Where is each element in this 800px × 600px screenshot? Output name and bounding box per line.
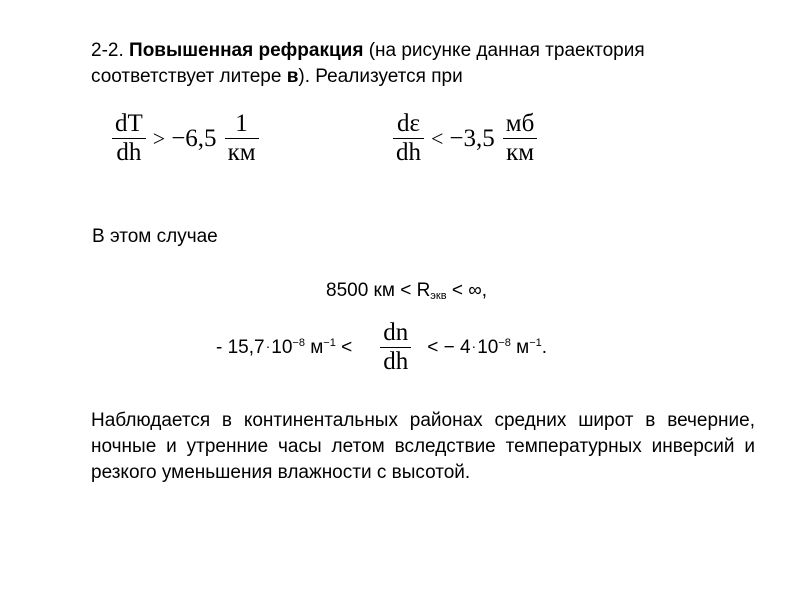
section-number: 2-2. [91,40,124,61]
intro-text: (на рисунке данная траектория соответствует литере [91,40,645,87]
trajectory-letter: в [286,66,299,87]
relation-sign: < [431,125,444,151]
formula-value: −6,5 [171,124,217,152]
unit-fraction: $\frac{мб}{км}$ [503,110,538,167]
observation-paragraph [55,408,755,486]
unit-fraction: $\frac{1}{км}$ [225,110,259,167]
temperature-gradient-formula [112,110,259,167]
dn-dh-fraction: $\frac{dn}{dh}$ [380,319,411,376]
section-title: Повышенная рефракция [129,40,364,61]
refractive-gradient-range: - $15,7\cdot 10^{-8}$ $м^{-1}$ < $\frac{dn}{dh}$ < − $4\cdot 10^{-8}$ $м^{-1}$. [216,319,548,376]
formula-value: −3,5 [449,124,495,152]
humidity-gradient-formula [393,110,537,167]
relation-sign: > [152,125,166,151]
intro-paragraph [55,38,760,90]
equivalent-radius-range: 8500 км < $R_{экв}$ < ∞, [326,280,488,302]
de-dh-fraction: $\frac{d\varepsilon}{dh}$ [393,110,424,167]
intro-text-end: ). Реализуется при [298,66,463,87]
subscript-ekv: экв [430,290,447,302]
observation-text: Наблюдается в континентальных районах средних широт в вечерние, ночные и утренние часы летом вследствие температурных инверсий и резкого уменьшения влажности с высотой. [91,410,755,483]
case-label: В этом случае [92,226,218,247]
dT-dh-fraction: $\frac{dT}{dh}$ [112,110,146,167]
